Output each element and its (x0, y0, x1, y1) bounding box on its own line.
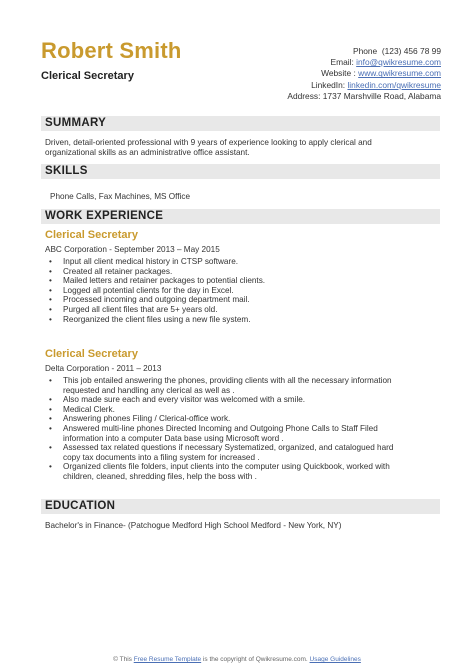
education-text: Bachelor's in Finance- (Patchogue Medford High School Medford - New York, NY) (45, 521, 342, 530)
phone-label: Phone (352, 46, 378, 56)
summary-line: organizational skills as an administrative office assistant. (45, 148, 250, 157)
contact-website-row (287, 68, 441, 79)
job-title: Clerical Secretary (45, 348, 138, 360)
job-bullet: • Medical Clerk. (45, 405, 437, 415)
job-bullet: • This job entailed answering the phones, providing clients with all the necessary information (45, 376, 437, 386)
candidate-job-title: Clerical Secretary (41, 70, 134, 82)
footer-copyright-text: is the copyright of Qwikresume.com. (202, 656, 308, 663)
education-section-bar (41, 499, 440, 514)
contact-email-row (287, 57, 441, 68)
job-bullet: • Answering phones Filing / Clerical-office work. (45, 414, 437, 424)
job-bullet: • Logged all potential clients for the day in Excel. (45, 286, 437, 296)
candidate-name: Robert Smith (41, 38, 182, 63)
job-bullet-continuation: copy tax documents into a filing system for increased . (63, 452, 260, 462)
email-label: Email: (330, 57, 354, 68)
contact-phone-row (287, 46, 441, 57)
job-bullet-list (45, 257, 437, 324)
job-bullet: • Organized clients file folders, input clients into the computer using Quickbook, worked with (45, 462, 437, 472)
skills-heading: SKILLS (45, 165, 88, 177)
job-bullet-continuation (45, 386, 437, 396)
summary-line: Driven, detail-oriented professional with 9 years of experience looking to apply clerical and (45, 138, 372, 147)
experience-heading: WORK EXPERIENCE (45, 210, 164, 222)
summary-heading: SUMMARY (45, 117, 107, 129)
address-label: Address: (287, 90, 321, 101)
job-bullet-list (45, 376, 437, 482)
experience-section-bar (41, 209, 440, 224)
job-title: Clerical Secretary (45, 229, 138, 241)
summary-text (45, 138, 372, 158)
job-company: ABC Corporation - September 2013 – May 2015 (45, 245, 220, 254)
job-bullet: • Reorganized the client files using a new file system. (45, 315, 437, 325)
job-bullet: • Created all retainer packages. (45, 267, 437, 277)
phone-value: (123) 456 78 99 (381, 46, 441, 56)
job-bullet: • Purged all client files that are 5+ years old. (45, 305, 437, 315)
job-bullet-continuation: children, cleaned, shredding files, help the boss with . (63, 471, 257, 481)
linkedin-label: LinkedIn: (311, 79, 346, 90)
education-heading: EDUCATION (45, 500, 116, 512)
job-bullet: • Mailed letters and retainer packages to potential clients. (45, 276, 437, 286)
job-bullet-text: requested and handling any clerical as well as . (63, 385, 235, 395)
contact-block (287, 46, 441, 102)
email-link[interactable]: info@qwikresume.com (356, 57, 441, 68)
footer-usage-link[interactable]: Usage Guidelines (309, 656, 361, 663)
address-value: 1737 Marshville Road, Alabama (322, 90, 441, 101)
website-link[interactable]: www.qwikresume.com (358, 68, 441, 79)
job-bullet: • Processed incoming and outgoing department mail. (45, 295, 437, 305)
job-bullet: • Also made sure each and every visitor was welcomed with a smile. (45, 395, 437, 405)
linkedin-link[interactable]: linkedin.com/qwikresume (347, 79, 441, 90)
footer-prefix: © This (113, 656, 132, 663)
job-company: Delta Corporation - 2011 – 2013 (45, 364, 162, 373)
job-bullet: • Input all client medical history in CTSP software. (45, 257, 437, 267)
summary-section-bar (41, 116, 440, 131)
footer (0, 656, 474, 663)
skills-section-bar (41, 164, 440, 179)
job-bullet: • Answered multi-line phones Directed Incoming and Outgoing Phone Calls to Staff Filed (45, 424, 437, 434)
job-bullet: • Assessed tax related questions if necessary Systematized, organized, and catalogued hard (45, 443, 437, 453)
contact-linkedin-row (287, 80, 441, 91)
footer-template-link[interactable]: Free Resume Template (133, 656, 202, 663)
skills-text: Phone Calls, Fax Machines, MS Office (50, 192, 191, 201)
job-bullet-continuation: information into a computer Data base using Microsoft word . (63, 433, 284, 443)
website-label: Website : (321, 68, 356, 79)
contact-address-row (287, 91, 441, 102)
